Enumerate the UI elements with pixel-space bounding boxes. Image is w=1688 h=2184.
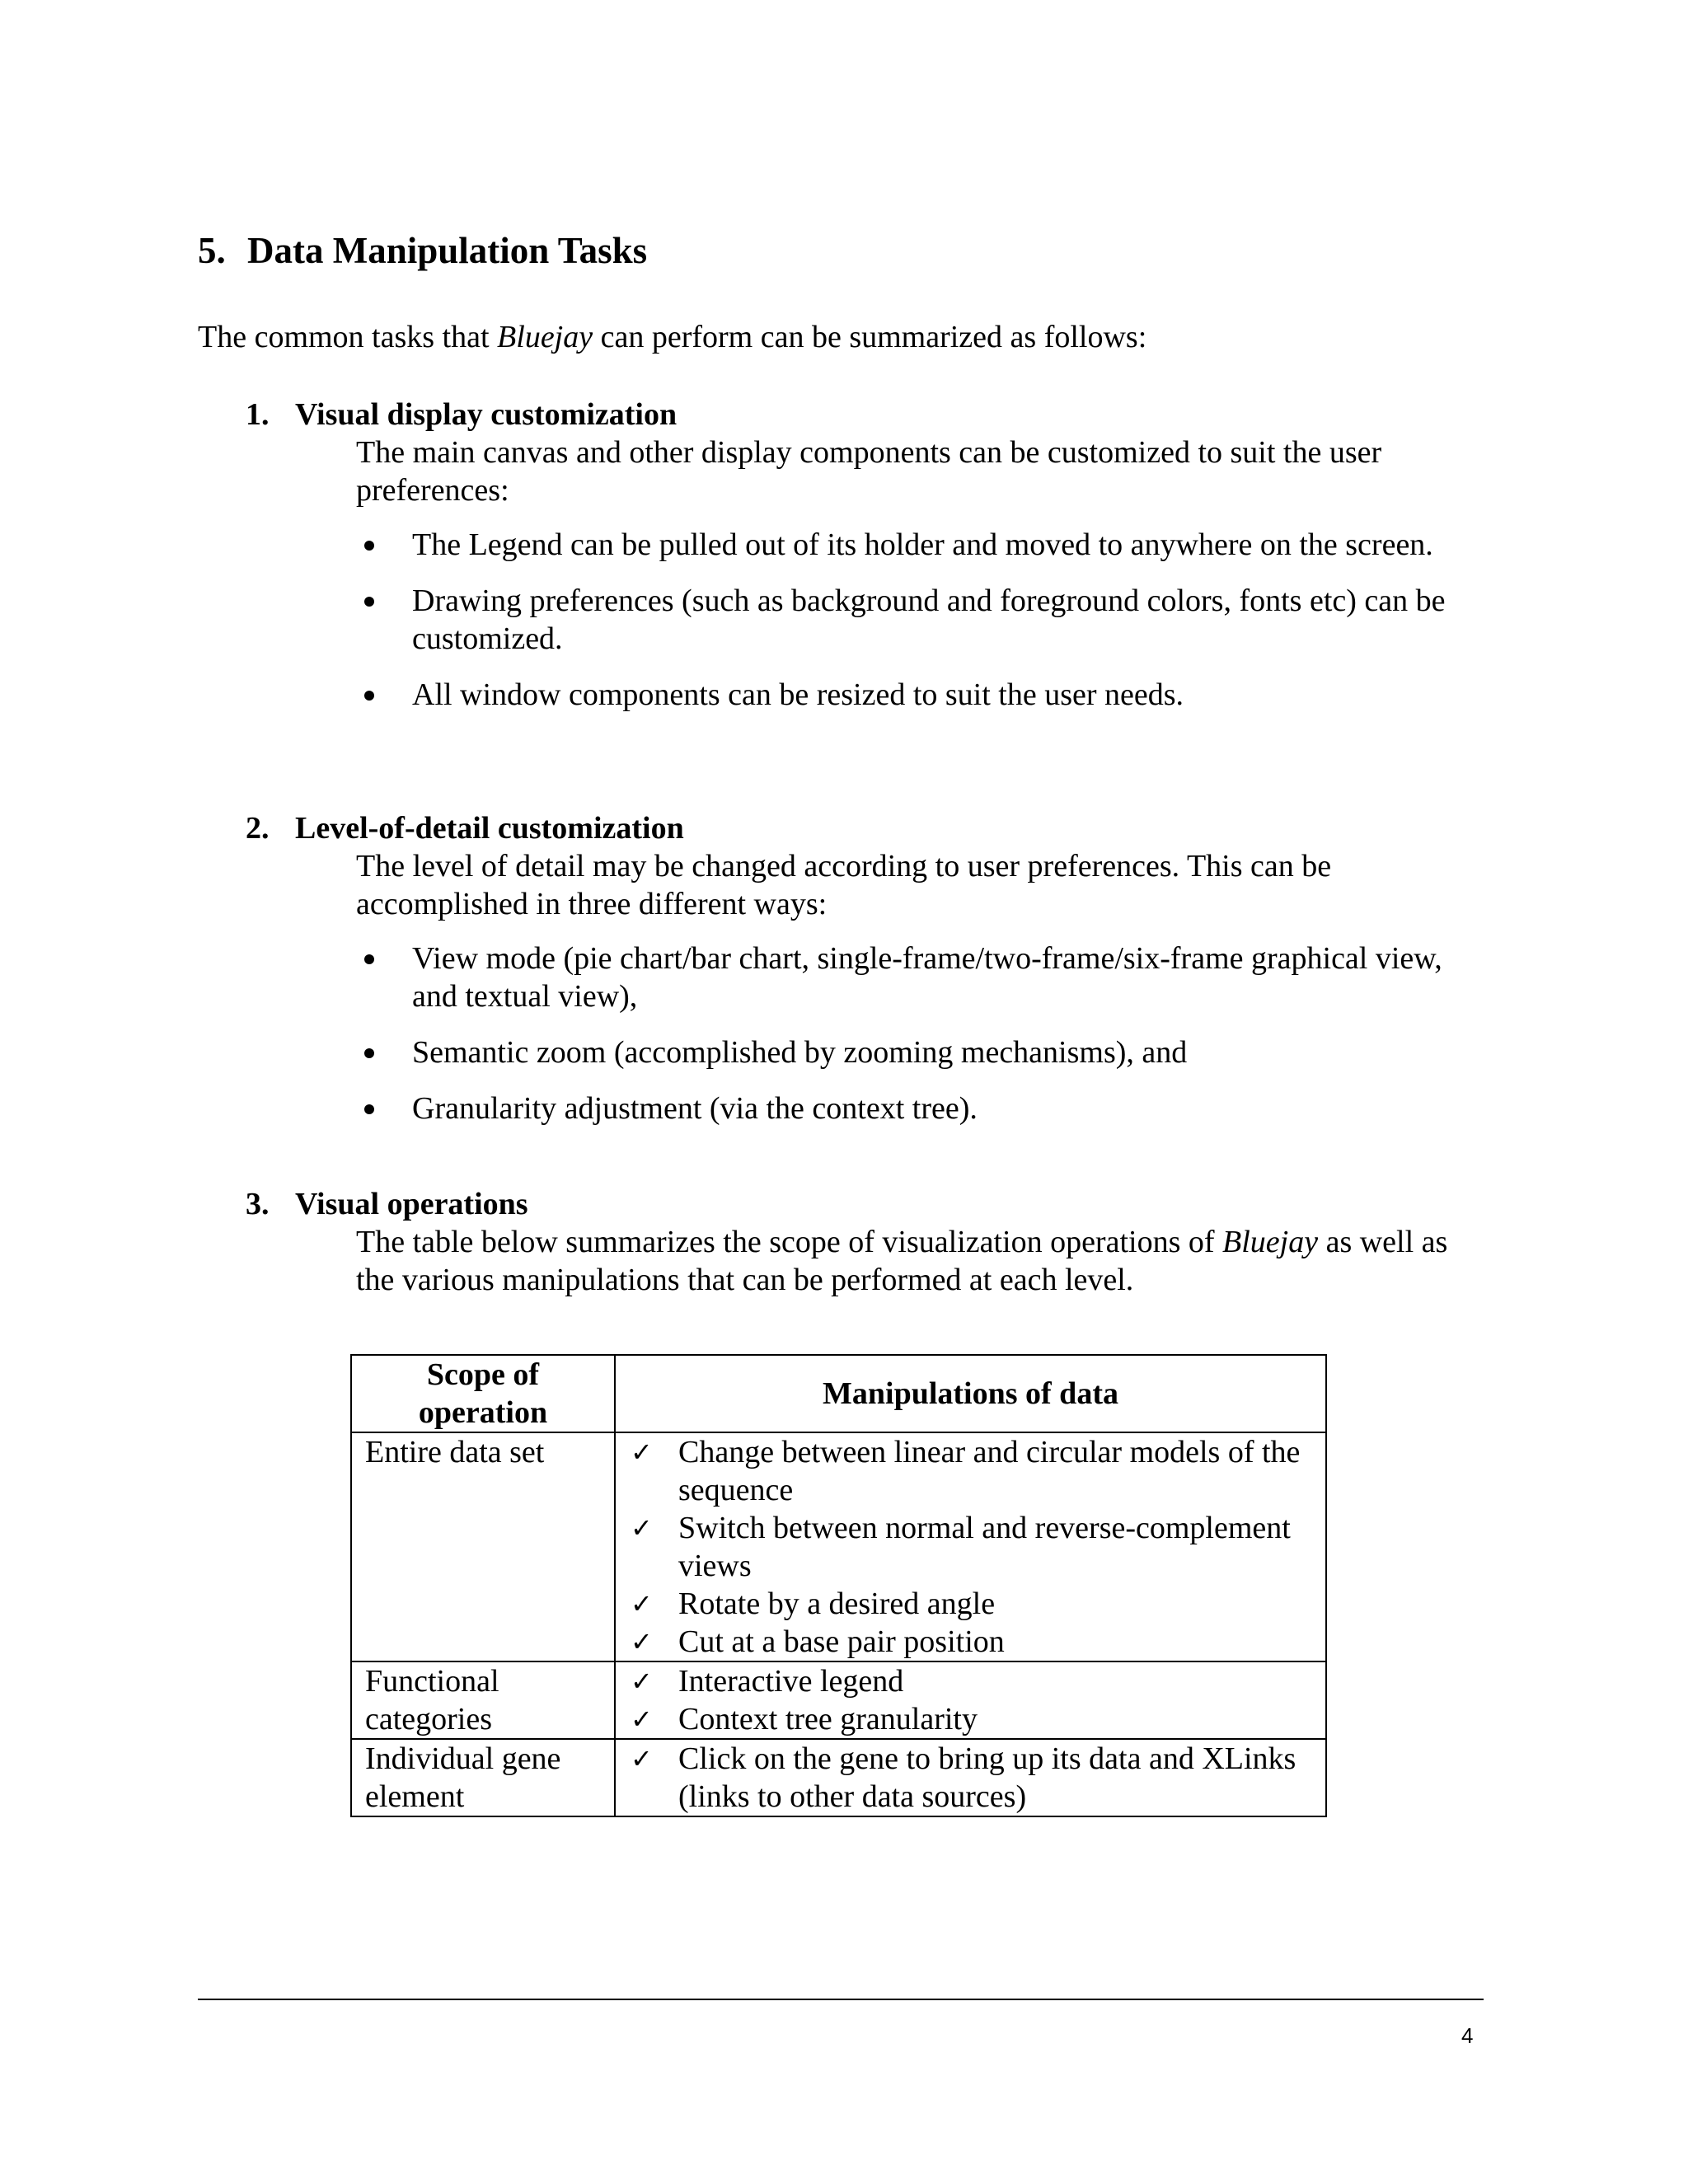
task-number: 1. [246,397,270,432]
bullet-item [356,582,1493,658]
scope-cell: Entire data set [351,1432,615,1661]
task-title-text: Visual display customization [295,397,678,432]
manipulation-item [629,1700,1312,1738]
table-row [351,1432,1326,1661]
checkmark-icon: ✓ [631,1743,653,1774]
heading-number: 5. [198,230,226,271]
bullet-item [356,526,1493,564]
checkmark-icon: ✓ [631,1512,653,1544]
checkmark-icon: ✓ [631,1626,653,1657]
checkmark-icon: ✓ [631,1704,653,1735]
table-row [351,1739,1326,1816]
task-number: 2. [246,811,270,846]
bullet-icon [364,691,374,701]
footer-divider [198,1999,1484,2000]
bullet-list [356,940,1493,1146]
task-title-text: Level-of-detail customization [295,811,684,846]
manipulation-text: Switch between normal and reverse-complement views [678,1511,1291,1583]
bullet-text: Drawing preferences (such as background and foreground colors, fonts etc) can be customized. [412,583,1446,656]
bullet-icon [364,597,374,607]
bullet-text: View mode (pie chart/bar chart, single-frame/two-frame/six-frame graphical view, and textual view), [412,941,1442,1014]
bullet-text: All window components can be resized to suit the user needs. [412,677,1184,712]
task-title [246,1185,528,1223]
bullet-item [356,676,1493,714]
task-description: The level of detail may be changed according to user preferences. This can be accomplished in three different ways: [356,849,1332,921]
table-row [351,1661,1326,1739]
checkmark-icon: ✓ [631,1436,653,1468]
bullet-item [356,1033,1493,1071]
task-title [246,396,677,434]
manipulations-cell [615,1661,1326,1739]
task-number: 3. [246,1187,270,1221]
manipulation-item [629,1740,1312,1816]
bullet-text: Semantic zoom (accomplished by zooming mechanisms), and [412,1035,1188,1070]
manipulation-item [629,1662,1312,1700]
description-text-end: as well as the various manipulations that can be performed at each level. [356,1225,1448,1297]
description-text-start: The table below summarizes the scope of visualization operations of [356,1225,1223,1259]
manipulation-item [629,1433,1312,1509]
operations-table [350,1354,1327,1817]
checkmark-icon: ✓ [631,1588,653,1619]
manipulation-text: Click on the gene to bring up its data and XLinks (links to other data sources) [678,1741,1296,1814]
manipulation-item [629,1623,1312,1661]
bullet-icon [364,954,374,964]
intro-paragraph [198,318,1146,356]
manipulations-cell [615,1432,1326,1661]
bullet-icon [364,1048,374,1058]
task-description: The main canvas and other display components can be customized to suit the user preferences: [356,435,1382,508]
bullet-text: Granularity adjustment (via the context tree). [412,1091,978,1126]
task-description [356,1223,1493,1299]
task-title-text: Visual operations [295,1187,528,1221]
bullet-item [356,1090,1493,1127]
section-heading [198,229,647,272]
heading-title: Data Manipulation Tasks [247,230,648,271]
scope-cell: Individual gene element [351,1739,615,1816]
page-number: 4 [1461,2023,1474,2048]
manipulation-text: Context tree granularity [678,1702,978,1736]
manipulation-text: Rotate by a desired angle [678,1586,996,1621]
bullet-text: The Legend can be pulled out of its holder and moved to anywhere on the screen. [412,527,1433,562]
task-title [246,809,684,847]
bullet-item [356,940,1493,1015]
bullet-icon [364,1104,374,1114]
manipulation-text: Interactive legend [678,1664,904,1699]
intro-product-name: Bluejay [497,320,593,354]
manipulation-item [629,1509,1312,1585]
table-header-row [351,1355,1326,1432]
manipulation-item [629,1585,1312,1623]
header-scope: Scope of operation [351,1355,615,1432]
description-product-name: Bluejay [1222,1225,1319,1259]
checkmark-icon: ✓ [631,1666,653,1697]
scope-cell: Functional categories [351,1661,615,1739]
bullet-icon [364,541,374,551]
bullet-list [356,526,1493,732]
header-manipulations: Manipulations of data [615,1355,1326,1432]
intro-text-start: The common tasks that [198,320,498,354]
manipulations-cell [615,1739,1326,1816]
manipulation-text: Cut at a base pair position [678,1624,1005,1659]
intro-text-end: can perform can be summarized as follows: [593,320,1147,354]
manipulation-text: Change between linear and circular models of the sequence [678,1435,1301,1507]
